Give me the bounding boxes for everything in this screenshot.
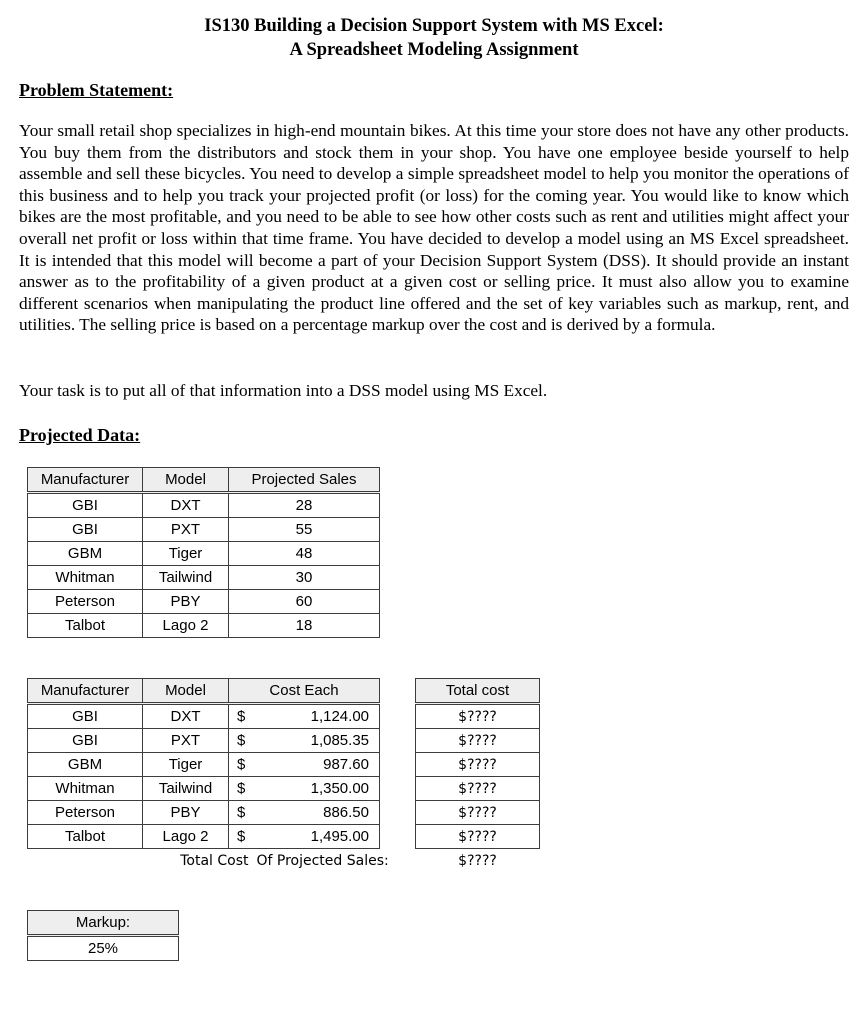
cell-manufacturer: Talbot bbox=[28, 614, 143, 638]
cell-projected-sales: 30 bbox=[229, 566, 380, 590]
cell-model: PXT bbox=[143, 518, 229, 542]
header-manufacturer: Manufacturer bbox=[28, 468, 143, 493]
cell-manufacturer: Whitman bbox=[28, 566, 143, 590]
table-header-row bbox=[28, 911, 179, 936]
table-row bbox=[28, 614, 380, 638]
cell-model: DXT bbox=[143, 493, 229, 518]
cell-model: DXT bbox=[143, 704, 229, 729]
cell-manufacturer: GBI bbox=[28, 493, 143, 518]
cell-model: Lago 2 bbox=[143, 614, 229, 638]
table-row bbox=[28, 518, 380, 542]
header-model: Model bbox=[143, 468, 229, 493]
spacer bbox=[380, 777, 416, 801]
cell-cost-each: 1,350.00 bbox=[257, 777, 380, 801]
header-model: Model bbox=[143, 679, 229, 704]
table-row bbox=[28, 729, 540, 753]
cell-model: Tiger bbox=[143, 753, 229, 777]
cell-currency: $ bbox=[229, 825, 257, 849]
spacer bbox=[380, 801, 416, 825]
table-header-row bbox=[28, 468, 380, 493]
of-projected-sales-label: Of Projected Sales: bbox=[256, 852, 389, 869]
header-projected-sales: Projected Sales bbox=[229, 468, 380, 493]
cell-model: Tailwind bbox=[143, 566, 229, 590]
spacer bbox=[380, 825, 416, 849]
cell-currency: $ bbox=[229, 801, 257, 825]
cell-model: PBY bbox=[143, 590, 229, 614]
task-paragraph: Your task is to put all of that information into a DSS model using MS Excel. bbox=[19, 381, 548, 400]
header-cost-each: Cost Each bbox=[229, 679, 380, 704]
spacer bbox=[28, 849, 143, 873]
cell-model: PBY bbox=[143, 801, 229, 825]
problem-statement-paragraph: Your small retail shop specializes in high-end mountain bikes. At this time your store does not have any other products. You buy them from the distributors and stock them in your shop. You have one employee beside yourself to help assemble and sell these bicycles. You need to develop a simple spreadsheet model to help you monitor the operations of this business and to help you track your projected profit (or loss) for the coming year. You would like to know which bikes are the most profitable, and you need to be able to see how other costs such as rent and utilities might affect your overall net profit or loss within that time frame. You have decided to develop a model using an MS Excel spreadsheet. It is intended that this model will become a part of your Decision Support System (DSS). It should provide an instant answer as to the profitability of a given product at a given cost or selling price. It must also allow you to examine different scenarios when manipulating the product line offered and the set of key variables such as markup, rent, and utilities. The selling price is based on a percentage markup over the cost and is derived by a formula. bbox=[19, 121, 849, 335]
markup-table bbox=[27, 910, 179, 961]
markup-label: Markup: bbox=[28, 911, 179, 936]
table-row bbox=[28, 777, 540, 801]
total-cost-label: Total Cost bbox=[180, 852, 249, 869]
header-manufacturer: Manufacturer bbox=[28, 679, 143, 704]
cell-total-cost: $???? bbox=[416, 729, 540, 753]
spacer bbox=[380, 729, 416, 753]
cell-manufacturer: GBI bbox=[28, 704, 143, 729]
cost-table bbox=[27, 678, 540, 872]
cell-currency: $ bbox=[229, 704, 257, 729]
table-row bbox=[28, 590, 380, 614]
header-total-cost: Total cost bbox=[416, 679, 540, 704]
cell-manufacturer: GBI bbox=[28, 729, 143, 753]
cell-currency: $ bbox=[229, 777, 257, 801]
cell-currency: $ bbox=[229, 729, 257, 753]
total-row bbox=[28, 849, 540, 873]
cell-model: PXT bbox=[143, 729, 229, 753]
cell-manufacturer: Peterson bbox=[28, 801, 143, 825]
cell-model: Tiger bbox=[143, 542, 229, 566]
cell-manufacturer: Talbot bbox=[28, 825, 143, 849]
cell-model: Lago 2 bbox=[143, 825, 229, 849]
cell-projected-sales: 60 bbox=[229, 590, 380, 614]
table-row bbox=[28, 704, 540, 729]
total-cost-value: $???? bbox=[458, 852, 497, 869]
spacer bbox=[380, 679, 416, 704]
spacer bbox=[380, 753, 416, 777]
title-line-2: A Spreadsheet Modeling Assignment bbox=[289, 40, 579, 60]
table-row bbox=[28, 936, 179, 961]
cell-projected-sales: 55 bbox=[229, 518, 380, 542]
problem-statement-heading: Problem Statement: bbox=[19, 80, 174, 100]
cell-projected-sales: 48 bbox=[229, 542, 380, 566]
projected-sales-table bbox=[27, 467, 380, 638]
cell-manufacturer: Peterson bbox=[28, 590, 143, 614]
cell-total-cost: $???? bbox=[416, 777, 540, 801]
cell-model: Tailwind bbox=[143, 777, 229, 801]
cell-projected-sales: 28 bbox=[229, 493, 380, 518]
table-row bbox=[28, 542, 380, 566]
cell-cost-each: 1,124.00 bbox=[257, 704, 380, 729]
spacer bbox=[380, 704, 416, 729]
cell-cost-each: 987.60 bbox=[257, 753, 380, 777]
table-row bbox=[28, 566, 380, 590]
table-header-row bbox=[28, 679, 540, 704]
cell-manufacturer: GBM bbox=[28, 542, 143, 566]
cell-total-cost: $???? bbox=[416, 825, 540, 849]
cell-cost-each: 1,495.00 bbox=[257, 825, 380, 849]
table-row bbox=[28, 825, 540, 849]
title-line-1: IS130 Building a Decision Support System with MS Excel: bbox=[204, 16, 664, 36]
cell-projected-sales: 18 bbox=[229, 614, 380, 638]
cell-cost-each: 886.50 bbox=[257, 801, 380, 825]
cell-manufacturer: GBI bbox=[28, 518, 143, 542]
cell-cost-each: 1,085.35 bbox=[257, 729, 380, 753]
markup-value: 25% bbox=[28, 936, 179, 961]
cell-currency: $ bbox=[229, 753, 257, 777]
cell-total-cost: $???? bbox=[416, 801, 540, 825]
cell-manufacturer: Whitman bbox=[28, 777, 143, 801]
cell-total-cost: $???? bbox=[416, 753, 540, 777]
table-row bbox=[28, 493, 380, 518]
projected-data-heading: Projected Data: bbox=[19, 425, 141, 445]
cell-manufacturer: GBM bbox=[28, 753, 143, 777]
table-row bbox=[28, 753, 540, 777]
cell-total-cost: $???? bbox=[416, 704, 540, 729]
table-row bbox=[28, 801, 540, 825]
document-title bbox=[0, 14, 868, 62]
